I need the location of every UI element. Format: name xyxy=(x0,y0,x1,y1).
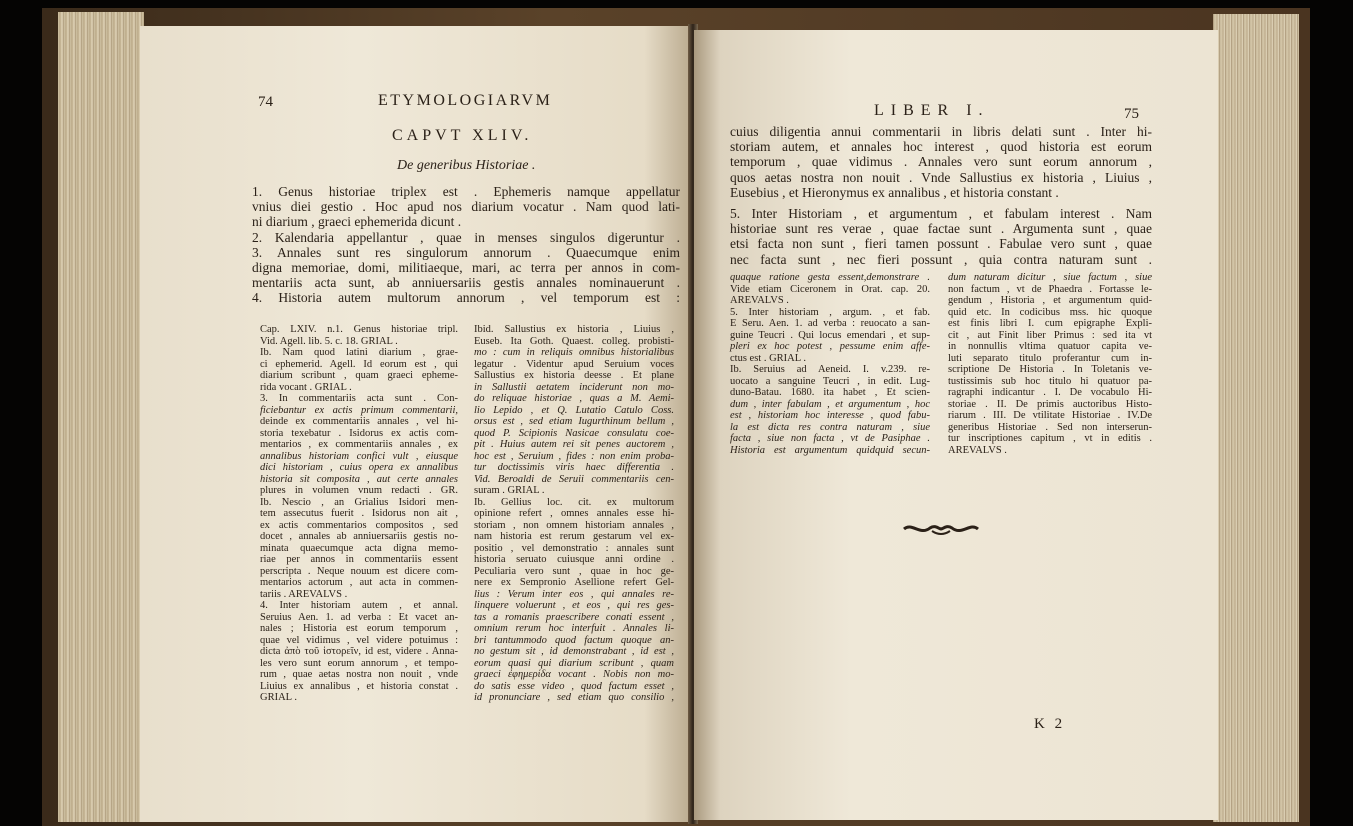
note-line: rum , quae aetas nostra non nouit , vnde xyxy=(260,669,458,680)
signature-mark: K 2 xyxy=(1034,716,1066,732)
note-line: quae vel vidimus , vel videre potuimus : xyxy=(260,634,458,646)
note-line: est , historiam hoc interesse , quod fabu- xyxy=(730,410,930,421)
note-line: guine Teucri . Qui locus emendari , et sup- xyxy=(730,329,930,341)
notes-left-column-2 xyxy=(474,324,674,704)
note-line: diarium scribunt , quam graeci epheme- xyxy=(260,370,458,381)
note-line: nales ; Historia est eorum temporum , xyxy=(260,623,458,634)
note-line: docet , annales ab anniuersariis gestis no- xyxy=(260,531,458,542)
left-page-edges xyxy=(58,12,144,822)
note-line: facta , siue non facta , vt de Pasiphae . xyxy=(730,433,930,444)
note-line: Liuius ex annalibus , et historia constat . xyxy=(260,680,458,692)
note-line: generibus Historiae . Sed non interserun- xyxy=(948,421,1152,433)
note-line: scriptione De Historia . In Toletanis ve- xyxy=(948,364,1152,375)
note-line: nam historia est rerum gestarum vel ex- xyxy=(474,531,674,542)
note-line: opinione refert , omnes annales esse hi- xyxy=(474,508,674,519)
note-line: bri tantummodo quod factum quoque an- xyxy=(474,634,674,646)
note-line: storiae . II. De primis auctoribus Histo- xyxy=(948,398,1152,410)
main-line: digna memoriae, domi, militiaeque, mari, ac terra per annos in com- xyxy=(252,260,680,276)
main-text-right xyxy=(730,124,1152,267)
main-line: 1. Genus historiae triplex est . Ephemeris namque appellatur xyxy=(252,184,680,199)
main-line: 2. Kalendaria appellantur , quae in menses singulos digeruntur . xyxy=(252,229,680,245)
note-line: Vide etiam Ciceronem in Orat. cap. 20. xyxy=(730,283,930,295)
note-line: do reliquae historiae , quas a M. Aemi- xyxy=(474,393,674,404)
note-line: dici historiam , cuius opera ex annalibus xyxy=(260,462,458,473)
note-line: deinde ex commentariis annales , vel hi- xyxy=(260,416,458,427)
note-line: Peculiaria vero sunt , quae in hoc ge- xyxy=(474,565,674,577)
note-line: Euseb. Ita Goth. Quaest. colleg. probisti- xyxy=(474,335,674,347)
note-line: uocato a sanguine Teucri , in edit. Lug- xyxy=(730,375,930,387)
note-line: orsus est , sed etiam Iugurthinum bellum , xyxy=(474,416,674,427)
note-line: quid etc. In codicibus mss. hic quoque xyxy=(948,306,1152,318)
note-line: riae per annos in commentariis essent xyxy=(260,554,458,565)
note-line: nere ex Sempronio Asellione refert Gel- xyxy=(474,577,674,588)
right-page-edges xyxy=(1213,14,1299,822)
note-line: lio Lepido , et Q. Lutatio Catulo Coss. xyxy=(474,404,674,416)
note-line: storiam , non omnem historiam annales , xyxy=(474,519,674,531)
note-line: ficiebantur ex actis primum commentarii, xyxy=(260,404,458,416)
note-line: mentarios actorum , aut acta in commen- xyxy=(260,577,458,588)
note-line: tur doctissimis viris haec differentia . xyxy=(474,462,674,473)
note-line: les vero sunt eorum annorum , et tempo- xyxy=(260,657,458,669)
notes-right-column-1 xyxy=(730,272,930,456)
note-line: tustissimis sub hoc titulo hi quatuor pa- xyxy=(948,375,1152,387)
note-line: 5. Inter historiam , argum. , et fab. xyxy=(730,306,930,318)
note-line: AREVALVS . xyxy=(948,444,1007,456)
note-line: id pronunciare , sed etiam quo consilio , xyxy=(474,692,674,703)
note-line: pleri ex hoc potest , pessume enim affe- xyxy=(730,341,930,352)
note-line: historia seruato cuiusque anni ordine . xyxy=(474,554,674,565)
note-line: tem assecutus fuerit . Isidorus non ait , xyxy=(260,508,458,519)
main-line: 3. Annales sunt res singulorum annorum . Quaecumque enim xyxy=(252,244,680,260)
note-line: perscripta . Neque nouum est dicere com- xyxy=(260,565,458,577)
note-line: la est dicta res contra naturam , siue xyxy=(730,421,930,433)
note-line: mo : cum in reliquis omnibus historialibus xyxy=(474,347,674,358)
main-line: etsi facta non sunt , fieri tamen possunt . Fabulae vero sunt , quae xyxy=(730,236,1152,252)
note-line: Ib. Nam quod latini diarium , grae- xyxy=(260,347,458,358)
page-number-left: 74 xyxy=(258,94,273,110)
note-line: dum , inter fabulam , et argumentum , hoc xyxy=(730,398,930,410)
note-line: pit . Huius autem rei sit penes auctorem , xyxy=(474,439,674,450)
note-line: 4. Inter historiam autem , et annal. xyxy=(260,600,458,611)
main-line: temporum , quae vidimus . Annales vero sunt eorum annorum , xyxy=(730,154,1152,170)
notes-left-column-1 xyxy=(260,324,458,704)
main-line: 4. Historia autem multorum annorum , vel temporum est : xyxy=(252,290,680,306)
main-line: Eusebius , et Hieronymus ex annalibus , et historia constant . xyxy=(730,184,1059,200)
note-line: suram . GRIAL . xyxy=(474,485,545,496)
note-line: mentarios , ex commentariis annales , ex xyxy=(260,439,458,450)
note-line: omnium rerum hoc interfuit . Annales li- xyxy=(474,623,674,634)
note-line: dum naturam dicitur , siue factum , siue xyxy=(948,272,1152,283)
note-line: Sallustius ex historia deesse . Et plane xyxy=(474,370,674,381)
note-line: Seruius Aen. 1. ad verba : Et vacet an- xyxy=(260,611,458,623)
note-line: tas a romanis praescribere conati essent , xyxy=(474,611,674,623)
note-line: E Seru. Aen. 1. ad verba : reuocato a san- xyxy=(730,318,930,329)
note-line: ragraphi indicantur . I. De vocabulo Hi- xyxy=(948,387,1152,398)
note-line: cit , aut Finit liber Primus : sed ita vt xyxy=(948,329,1152,341)
note-line: Historia est argumentum quidquid secun- xyxy=(730,444,930,456)
note-line: minata quaecumque acta digna memo- xyxy=(260,542,458,554)
main-line: cuius diligentia annui commentarii in libris delati sunt . Inter hi- xyxy=(730,124,1152,139)
main-line: storiam autem, et annales hoc interest , quod historia est eorum xyxy=(730,139,1152,155)
main-line: mentariis acta sunt, ab anniuersariis gestis annales nominauerunt . xyxy=(252,275,680,291)
note-line: in nonnullis vltima quatuor capita ve- xyxy=(948,341,1152,352)
main-line: ni diarium , graeci ephemerida dicunt . xyxy=(252,214,462,230)
note-line: storia texebatur . Isidorus ex actis com- xyxy=(260,427,458,439)
note-line: eorum quasi qui diarium scribunt , quam xyxy=(474,657,674,669)
note-line: dicta ἀπὸ τοῦ ἱστορεῖν, id est, videre . Anna- xyxy=(260,646,458,657)
note-line: legatur . Videntur apud Seruium voces xyxy=(474,358,674,370)
note-line: ci ephemerid. Agell. Id eorum est , qui xyxy=(260,358,458,370)
note-line: Cap. LXIV. n.1. Genus historiae tripl. xyxy=(260,324,458,335)
main-text-left xyxy=(252,184,680,306)
chapter-title: CAPVT XLIV. xyxy=(392,127,533,144)
main-line: vnius diei gestio . Hoc apud nos diarium vocatur . Nam quod lati- xyxy=(252,199,680,215)
note-line: hoc est , Seruium , fides : non enim proba- xyxy=(474,450,674,462)
notes-right-column-2 xyxy=(948,272,1152,456)
note-line: plures in volumen vnum redacti . GR. xyxy=(260,485,458,496)
note-line: 3. In commentariis acta sunt . Con- xyxy=(260,393,458,404)
right-page xyxy=(694,30,1218,820)
note-line: Ib. Nescio , an Grialius Isidori men- xyxy=(260,496,458,508)
note-line: Ibid. Sallustius ex historia , Liuius , xyxy=(474,324,674,335)
main-line: quos aetas nostra non nouit . Vnde Sallustius ex historia , Liuius , xyxy=(730,169,1152,185)
note-line: ctus est . GRIAL . xyxy=(730,352,807,364)
note-line: luti separato titulo proferantur cum in- xyxy=(948,352,1152,364)
note-line: tur inscriptiones capitum , vt in editis . xyxy=(948,433,1152,444)
note-line: non factum , vt de Phaedra . Fortasse le- xyxy=(948,283,1152,295)
note-line: linquere voluerunt , et eos , qui res ges- xyxy=(474,600,674,611)
main-line: historiae sunt res verae , quae factae sunt . Argumenta sunt , quae xyxy=(730,221,1152,237)
note-line: lius : Verum inter eos , qui annales re- xyxy=(474,588,674,600)
note-line: Ib. Seruius ad Aeneid. I. v.239. re- xyxy=(730,364,930,375)
note-line: Vid. Agell. lib. 5. c. 18. GRIAL . xyxy=(260,335,398,347)
main-line: nec facta sunt , nec fieri possunt , quia contra naturam sunt . xyxy=(730,251,1152,267)
ornament-icon xyxy=(902,520,980,538)
note-line: duno-Batau. 1680. ita habet , Et scien- xyxy=(730,387,930,398)
note-line: riarum . III. De vtilitate Historiae . IV.De xyxy=(948,410,1152,421)
note-line: rida vocant . GRIAL . xyxy=(260,381,352,393)
note-line: AREVALVS . xyxy=(730,295,789,306)
page-number-right: 75 xyxy=(1124,106,1139,122)
chapter-subtitle: De generibus Historiae . xyxy=(397,158,536,173)
running-head-right: LIBER I. xyxy=(874,102,990,119)
note-line: Ib. Gellius loc. cit. ex multorum xyxy=(474,496,674,508)
note-line: Vid. Beroaldi de Seruii commentariis cen- xyxy=(474,473,674,485)
note-line: no gestum sit , id demonstrabant , id est , xyxy=(474,646,674,657)
note-line: gendum , Historia , et argumentum quid- xyxy=(948,295,1152,306)
note-line: tariis . AREVALVS . xyxy=(260,588,348,600)
left-page xyxy=(140,26,688,822)
note-line: quod P. Scipionis Nasicae consulatu coe- xyxy=(474,427,674,439)
note-line: positio , vel demonstratio : annales sunt xyxy=(474,542,674,554)
note-line: do satis esse video , quod factum esset , xyxy=(474,680,674,692)
running-head-left: ETYMOLOGIARVM xyxy=(378,92,553,109)
note-line: in Sallustii aetatem inciderunt non mo- xyxy=(474,381,674,393)
note-line: historia sit composita , aut certe annales xyxy=(260,473,458,485)
note-line: GRIAL . xyxy=(260,692,297,703)
note-line: annalibus historiam confici vult , eiusque xyxy=(260,450,458,462)
main-line: 5. Inter Historiam , et argumentum , et fabulam interest . Nam xyxy=(730,206,1152,222)
note-line: est finis libri I. cum epigraphe Expli- xyxy=(948,318,1152,329)
note-line: ex actis commentarios compositos , sed xyxy=(260,519,458,531)
note-line: quaque ratione gesta essent,demonstrare . xyxy=(730,272,930,283)
note-line: graeci ἐφημερίδα vocant . Nobis non mo- xyxy=(474,669,674,680)
